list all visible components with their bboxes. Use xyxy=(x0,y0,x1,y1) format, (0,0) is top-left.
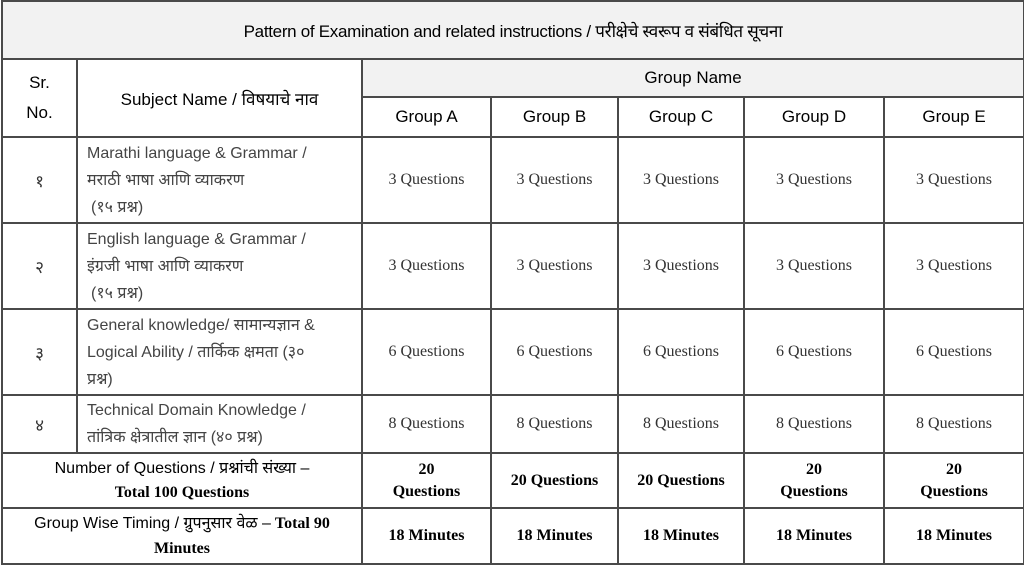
table-row xyxy=(2,137,1024,223)
group-timing-label-line2: Minutes xyxy=(154,540,210,557)
question-count-cell: 3 Questions xyxy=(884,223,1024,309)
total-value-line: 20 Questions xyxy=(510,471,599,489)
group-b-header: Group B xyxy=(491,97,618,137)
group-e-header: Group E xyxy=(884,97,1024,137)
question-count-cell: 8 Questions xyxy=(884,395,1024,453)
question-count-cell: 8 Questions xyxy=(744,395,884,453)
table-row xyxy=(2,309,1024,395)
question-count-cell: 8 Questions xyxy=(618,395,744,453)
subject-cell xyxy=(77,309,362,395)
subject-line: Technical Domain Knowledge / xyxy=(87,402,306,419)
total-questions-label-line1: Number of Questions / प्रश्नांची संख्या – xyxy=(54,459,310,477)
group-timing-label xyxy=(2,508,362,564)
subject-line: इंग्रजी भाषा आणि व्याकरण xyxy=(87,257,244,275)
total-questions-cell xyxy=(618,453,744,508)
sr-no-cell: ४ xyxy=(2,395,77,453)
subject-cell xyxy=(77,137,362,223)
question-count-cell: 6 Questions xyxy=(362,309,491,395)
group-timing-cell: 18 Minutes xyxy=(362,508,491,564)
group-timing-label-part2: Total 90 xyxy=(274,515,330,532)
subject-line: English language & Grammar / xyxy=(87,230,306,248)
subject-line: Logical Ability / तार्किक क्षमता (३० xyxy=(87,343,305,361)
group-timing-label-part1: Group Wise Timing / ग्रुपनुसार वेळ – xyxy=(34,515,271,532)
question-count-cell: 3 Questions xyxy=(744,223,884,309)
total-value-line: Questions xyxy=(392,482,461,500)
subject-line: तांत्रिक क्षेत्रातील ज्ञान (४० प्रश्न) xyxy=(87,429,263,446)
group-timing-cell: 18 Minutes xyxy=(744,508,884,564)
table-title: Pattern of Examination and related instructions / परीक्षेचे स्वरूप व संबंधित सूचना xyxy=(2,1,1024,59)
question-count-cell: 3 Questions xyxy=(884,137,1024,223)
question-count-cell: 3 Questions xyxy=(618,137,744,223)
question-count-cell: 6 Questions xyxy=(491,309,618,395)
subject-line: (१५ प्रश्न) xyxy=(91,284,144,302)
timing-row xyxy=(2,508,1024,564)
subject-line: प्रश्न) xyxy=(87,370,113,388)
group-name-header: Group Name xyxy=(362,59,1024,97)
total-value-line: Questions xyxy=(920,482,988,500)
table-row xyxy=(2,223,1024,309)
total-value-line: 20 Questions xyxy=(637,471,725,489)
subject-cell xyxy=(77,223,362,309)
question-count-cell: 3 Questions xyxy=(491,223,618,309)
group-c-header: Group C xyxy=(618,97,744,137)
subject-cell xyxy=(77,395,362,453)
sr-no-header-line1: Sr. xyxy=(29,73,50,92)
question-count-cell: 6 Questions xyxy=(744,309,884,395)
subject-line: मराठी भाषा आणि व्याकरण xyxy=(87,171,245,189)
exam-pattern-table xyxy=(1,0,1024,565)
group-a-header: Group A xyxy=(362,97,491,137)
question-count-cell: 8 Questions xyxy=(362,395,491,453)
total-value-line: Questions xyxy=(780,482,848,500)
table-row xyxy=(2,395,1024,453)
subject-name-header: Subject Name / विषयाचे नाव xyxy=(77,59,362,137)
sr-no-header xyxy=(2,59,77,137)
sr-no-cell: ३ xyxy=(2,309,77,395)
total-questions-cell xyxy=(362,453,491,508)
sr-no-cell: १ xyxy=(2,137,77,223)
question-count-cell: 6 Questions xyxy=(884,309,1024,395)
total-questions-cell xyxy=(884,453,1024,508)
total-value-line: 20 xyxy=(806,460,822,478)
total-questions-cell xyxy=(744,453,884,508)
total-questions-label-line2: Total 100 Questions xyxy=(114,483,250,501)
group-d-header: Group D xyxy=(744,97,884,137)
group-timing-cell: 18 Minutes xyxy=(618,508,744,564)
total-value-line: 20 xyxy=(946,460,963,478)
question-count-cell: 6 Questions xyxy=(618,309,744,395)
group-timing-cell: 18 Minutes xyxy=(491,508,618,564)
question-count-cell: 3 Questions xyxy=(491,137,618,223)
question-count-cell: 8 Questions xyxy=(491,395,618,453)
total-questions-cell xyxy=(491,453,618,508)
subject-line: (१५ प्रश्न) xyxy=(91,198,144,216)
sr-no-cell: २ xyxy=(2,223,77,309)
group-timing-cell: 18 Minutes xyxy=(884,508,1024,564)
subject-line: General knowledge/ सामान्यज्ञान & xyxy=(87,316,315,334)
sr-no-header-line2: No. xyxy=(26,103,53,122)
subject-line: Marathi language & Grammar / xyxy=(87,144,307,162)
question-count-cell: 3 Questions xyxy=(618,223,744,309)
question-count-cell: 3 Questions xyxy=(744,137,884,223)
question-count-cell: 3 Questions xyxy=(362,137,491,223)
total-questions-label xyxy=(2,453,362,508)
question-count-cell: 3 Questions xyxy=(362,223,491,309)
totals-row xyxy=(2,453,1024,508)
total-value-line: 20 xyxy=(418,460,435,478)
